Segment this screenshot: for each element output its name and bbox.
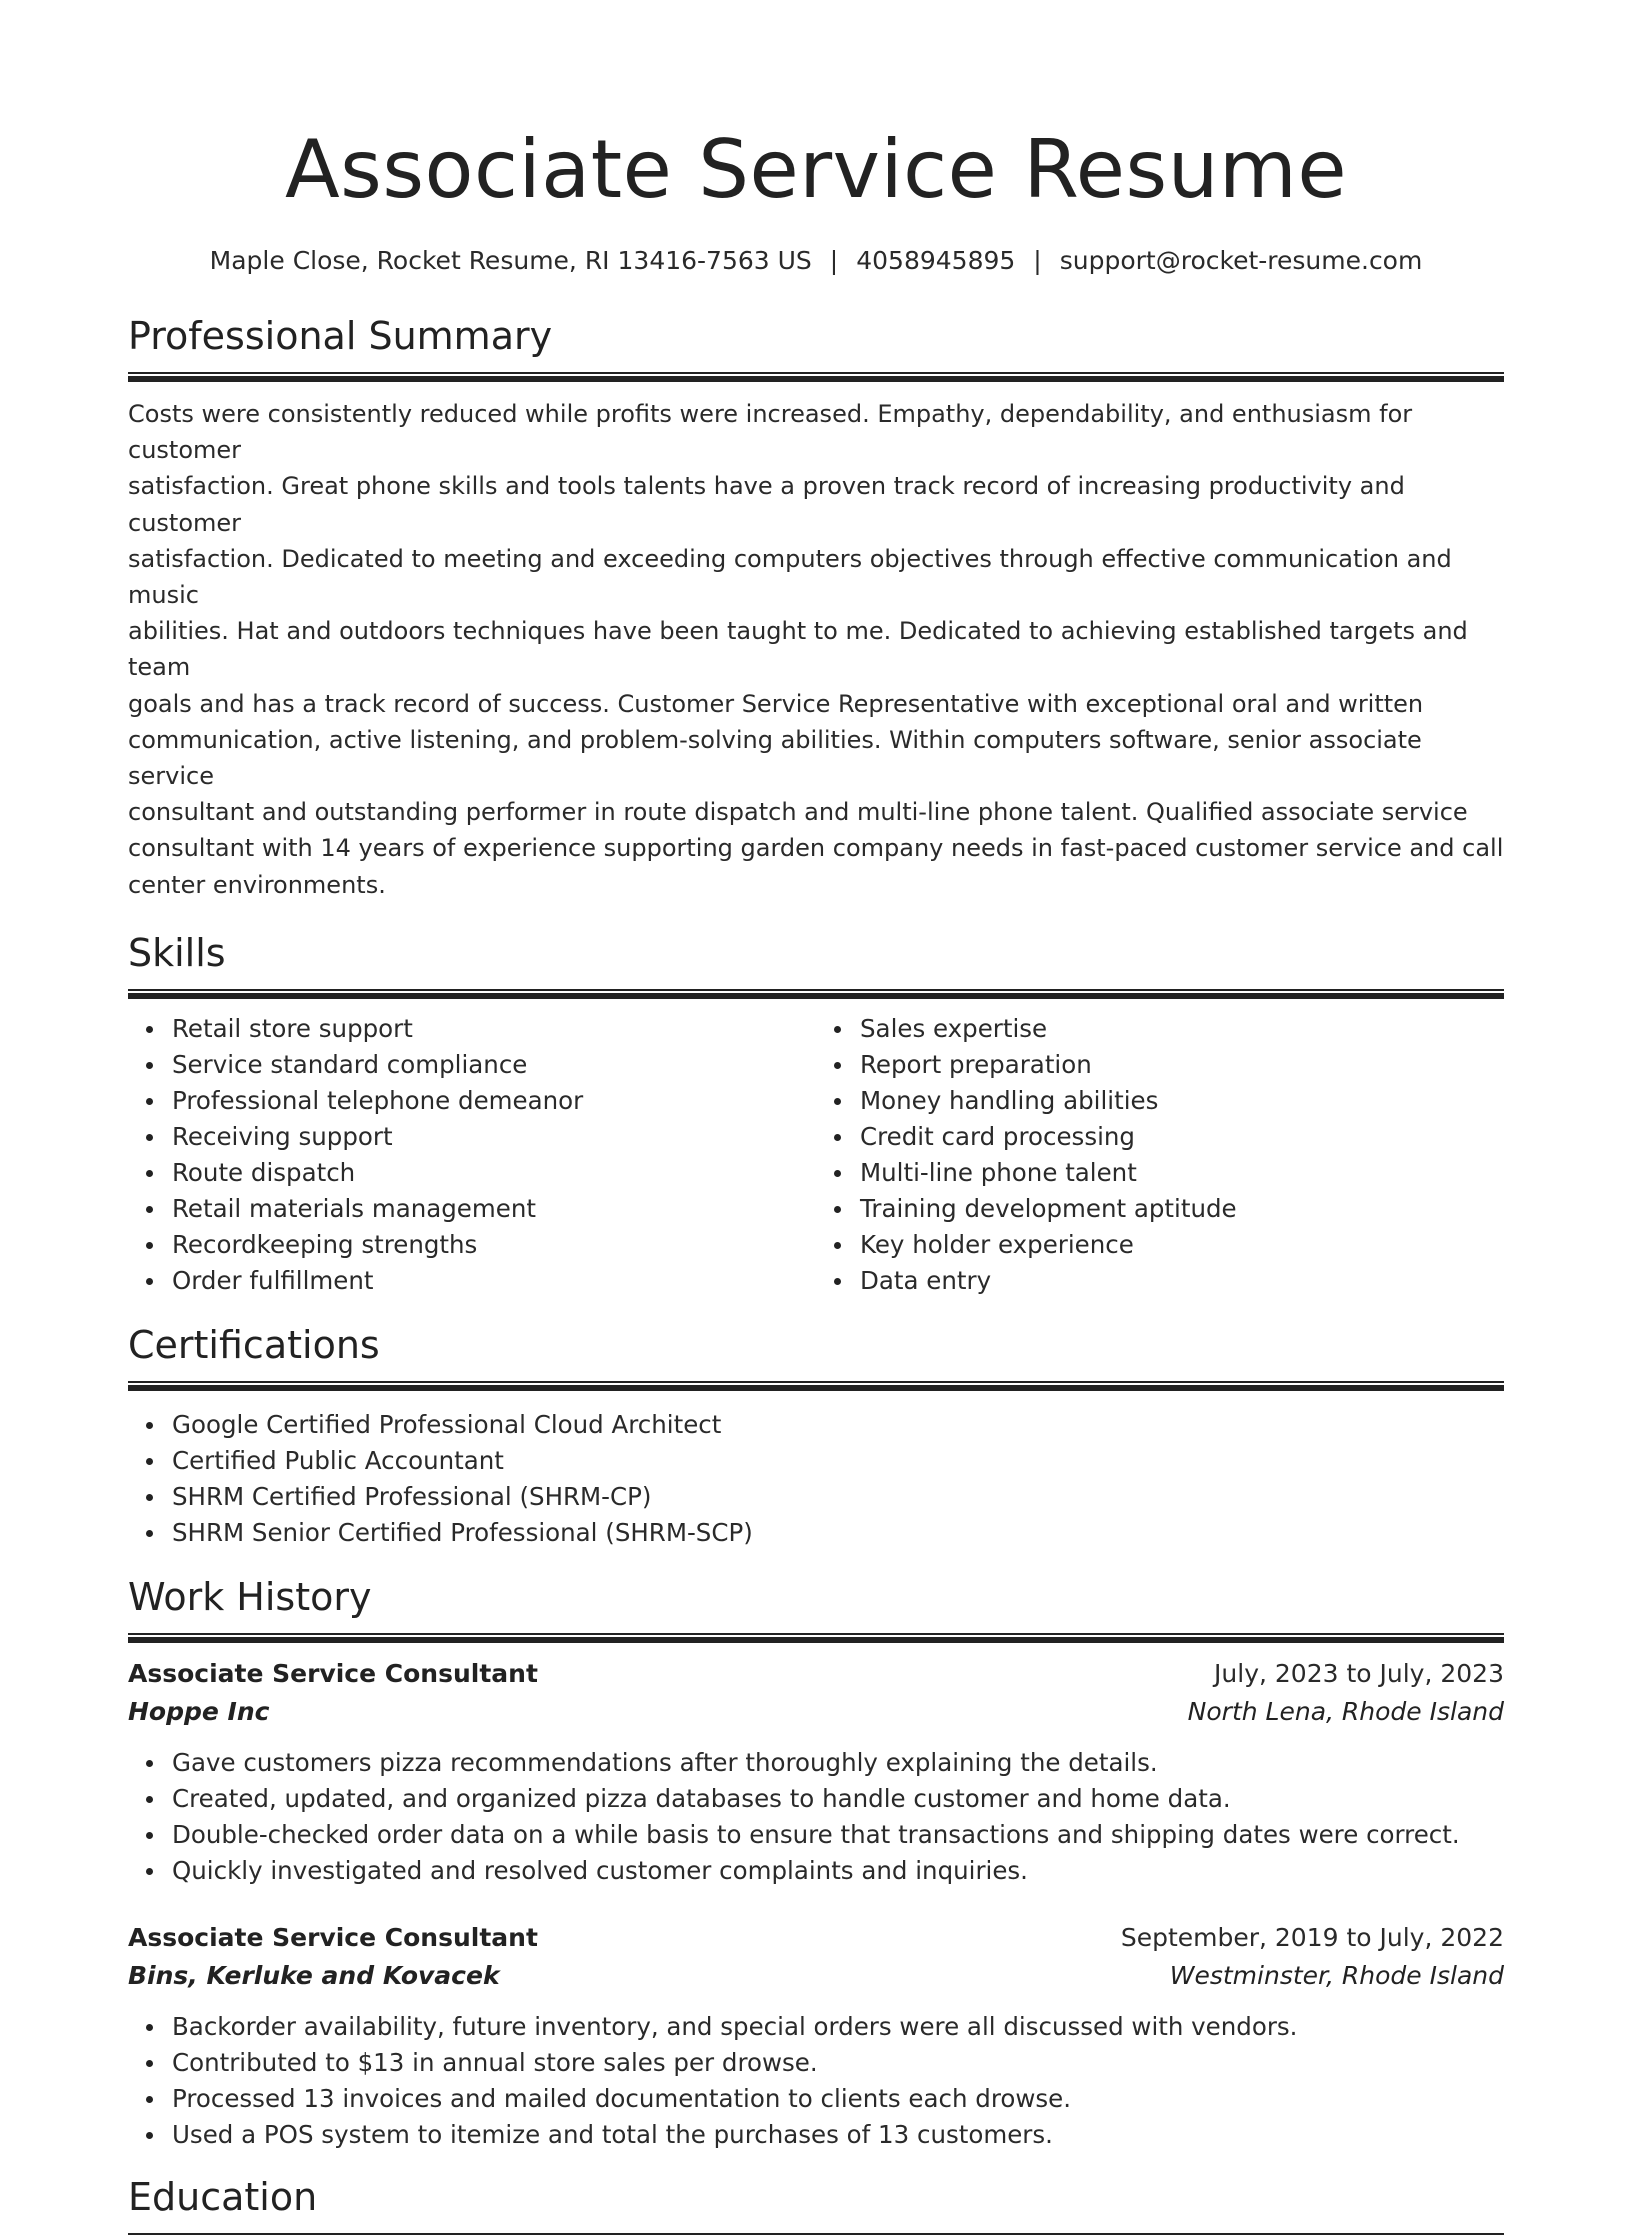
- job-bullet: Used a POS system to itemize and total the purchases of 13 customers.: [172, 2117, 1504, 2153]
- contact-line: [128, 244, 1504, 278]
- summary-text: [128, 396, 1504, 903]
- certifications-list: [128, 1407, 1504, 1551]
- job-subheader: [128, 1957, 1504, 1995]
- job-bullet: Contributed to $13 in annual store sales per drowse.: [172, 2045, 1504, 2081]
- job-company: Hoppe Inc: [128, 1696, 270, 1726]
- section-heading-education: Education: [128, 2174, 318, 2219]
- resume-title: Associate Service Resume: [284, 123, 1348, 216]
- job-title: Associate Service Consultant: [128, 1922, 538, 1952]
- skill-item: Service standard compliance: [172, 1047, 816, 1083]
- section-heading-skills: Skills: [128, 930, 226, 975]
- work-history-section: [128, 1573, 1504, 2153]
- skill-item: Sales expertise: [860, 1011, 1504, 1047]
- certifications-section: [128, 1321, 1504, 1551]
- job-dates: September, 2019 to July, 2022: [1120, 1922, 1504, 1952]
- contact-phone: 4058945895: [856, 246, 1016, 275]
- job-entry: [128, 1919, 1504, 2153]
- summary-line: goals and has a track record of success. Customer Service Representative with exceptional oral and written: [128, 689, 1424, 718]
- contact-separator: |: [829, 246, 839, 275]
- summary-section: [128, 312, 1504, 903]
- section-heading-work-history: Work History: [128, 1574, 372, 1619]
- summary-line: satisfaction. Dedicated to meeting and exceeding computers objectives through effective communication and music: [128, 544, 1452, 610]
- summary-line: satisfaction. Great phone skills and tools talents have a proven track record of increasing productivity and customer: [128, 472, 1405, 537]
- skills-column-left: [128, 1011, 816, 1299]
- summary-line: communication, active listening, and problem-solving abilities. Within computers software, senior associate service: [128, 725, 1422, 791]
- certification-item: SHRM Senior Certified Professional (SHRM-SCP): [172, 1515, 1504, 1551]
- summary-line: consultant and outstanding performer in route dispatch and multi-line phone talent. Qualified associate service: [128, 798, 1468, 827]
- job-bullet: Quickly investigated and resolved customer complaints and inquiries.: [172, 1853, 1504, 1889]
- section-rule: [128, 1633, 1504, 1643]
- skill-item: Credit card processing: [860, 1119, 1504, 1155]
- job-header: [128, 1919, 1504, 1957]
- job-subheader: [128, 1693, 1504, 1731]
- skills-column-right: [816, 1011, 1504, 1299]
- job-entry: [128, 1655, 1504, 1889]
- summary-line: abilities. Hat and outdoors techniques have been taught to me. Dedicated to achieving established targets and team: [128, 617, 1468, 682]
- job-title: Associate Service Consultant: [128, 1658, 538, 1688]
- job-bullet: Gave customers pizza recommendations after thoroughly explaining the details.: [172, 1745, 1504, 1781]
- certification-item: SHRM Certified Professional (SHRM-CP): [172, 1479, 1504, 1515]
- skill-item: Professional telephone demeanor: [172, 1083, 816, 1119]
- contact-address: Maple Close, Rocket Resume, RI 13416-7563 US: [209, 246, 812, 275]
- contact-email: support@rocket-resume.com: [1059, 246, 1423, 275]
- job-bullet: Created, updated, and organized pizza databases to handle customer and home data.: [172, 1781, 1504, 1817]
- job-location: North Lena, Rhode Island: [1187, 1696, 1504, 1726]
- job-location: Westminster, Rhode Island: [1169, 1960, 1504, 1990]
- job-bullets: [128, 2009, 1504, 2153]
- section-heading-summary: Professional Summary: [128, 314, 553, 358]
- summary-line: Costs were consistently reduced while profits were increased. Empathy, dependability, and enthusiasm for customer: [128, 400, 1413, 465]
- section-rule: [128, 1381, 1504, 1391]
- job-company: Bins, Kerluke and Kovacek: [128, 1960, 500, 1990]
- skill-item: Training development aptitude: [860, 1191, 1504, 1227]
- job-bullets: [128, 1745, 1504, 1889]
- skill-item: Data entry: [860, 1263, 1504, 1299]
- skill-item: Receiving support: [172, 1119, 816, 1155]
- contact-separator: |: [1033, 246, 1042, 275]
- skill-item: Recordkeeping strengths: [172, 1227, 816, 1263]
- section-rule: [128, 989, 1504, 999]
- certification-item: Certified Public Accountant: [172, 1443, 1504, 1479]
- skills-grid: [128, 1011, 1504, 1299]
- skill-item: Retail store support: [172, 1011, 816, 1047]
- skill-item: Key holder experience: [860, 1227, 1504, 1263]
- education-section: [128, 2173, 1504, 2235]
- certification-item: Google Certified Professional Cloud Architect: [172, 1407, 1504, 1443]
- job-bullet: Backorder availability, future inventory, and special orders were all discussed with vendors.: [172, 2009, 1504, 2045]
- skill-item: Money handling abilities: [860, 1083, 1504, 1119]
- skill-item: Multi-line phone talent: [860, 1155, 1504, 1191]
- skill-item: Retail materials management: [172, 1191, 816, 1227]
- section-heading-certifications: Certifications: [128, 1322, 380, 1367]
- skill-item: Report preparation: [860, 1047, 1504, 1083]
- job-dates: July, 2023 to July, 2023: [1214, 1658, 1504, 1688]
- job-bullet: Processed 13 invoices and mailed documentation to clients each drowse.: [172, 2081, 1504, 2117]
- section-rule: [128, 372, 1504, 382]
- skills-section: [128, 929, 1504, 1299]
- summary-line: consultant with 14 years of experience supporting garden company needs in fast-paced customer service and call: [128, 834, 1504, 863]
- job-header: [128, 1655, 1504, 1693]
- skill-item: Route dispatch: [172, 1155, 816, 1191]
- skill-item: Order fulfillment: [172, 1263, 816, 1299]
- job-bullet: Double-checked order data on a while basis to ensure that transactions and shipping dates were correct.: [172, 1817, 1504, 1853]
- summary-line: center environments.: [128, 870, 386, 899]
